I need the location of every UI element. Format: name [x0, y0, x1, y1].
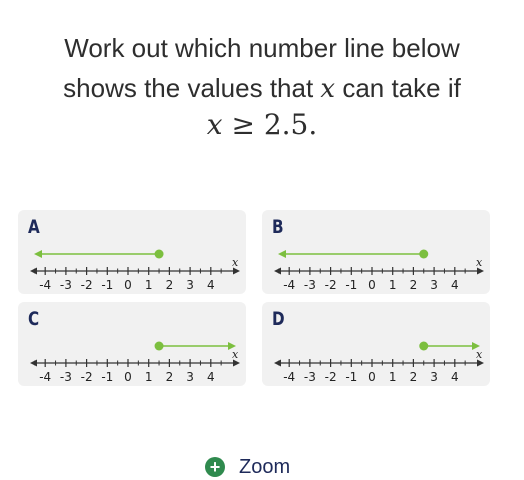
endpoint-dot	[155, 250, 164, 259]
tick-label: 2	[409, 278, 418, 292]
option-letter: B	[272, 216, 284, 238]
question-variable: x	[320, 74, 336, 104]
option-b-card[interactable]	[262, 210, 490, 294]
axis-arrow-left	[274, 268, 281, 275]
endpoint-dot	[419, 250, 428, 259]
tick-label: 3	[430, 370, 438, 384]
tick-label: 0	[124, 370, 132, 384]
tick-label: -2	[80, 278, 93, 292]
tick-label: -1	[101, 370, 114, 384]
endpoint-dot	[155, 342, 164, 351]
endpoint-dot	[419, 342, 428, 351]
number-line	[262, 210, 490, 294]
tick-label: -2	[324, 370, 337, 384]
tick-label: 4	[450, 370, 459, 384]
plus-icon: +	[205, 457, 225, 477]
axis-arrow-left	[30, 268, 37, 275]
tick-label: -3	[59, 370, 72, 384]
inequality-value: 2.5.	[263, 108, 318, 141]
option-d-card[interactable]	[262, 302, 490, 386]
tick-label: 3	[186, 278, 194, 292]
option-c-card[interactable]	[18, 302, 246, 386]
axis-variable-label: x	[232, 256, 239, 269]
tick-label: -4	[39, 370, 52, 384]
question-text	[0, 28, 524, 109]
ray-arrowhead	[278, 250, 286, 258]
tick-label: 1	[388, 278, 397, 292]
tick-label: -1	[345, 278, 358, 292]
tick-label: 0	[368, 370, 376, 384]
tick-label: -1	[101, 278, 114, 292]
tick-label: -3	[303, 370, 316, 384]
option-letter: D	[272, 308, 285, 330]
number-line	[18, 302, 246, 386]
option-letter: C	[28, 308, 40, 330]
tick-label: 3	[186, 370, 194, 384]
axis-variable-label: x	[232, 348, 239, 361]
tick-label: 2	[165, 370, 174, 384]
option-a-card[interactable]	[18, 210, 246, 294]
tick-label: -3	[303, 278, 316, 292]
option-letter: A	[28, 216, 40, 238]
tick-label: -4	[39, 278, 52, 292]
inequality-symbol: ≥	[222, 108, 264, 141]
tick-label: 4	[206, 278, 215, 292]
question-line-2-end: can take if	[335, 73, 461, 103]
tick-label: 1	[144, 278, 153, 292]
tick-label: -1	[345, 370, 358, 384]
zoom-button[interactable]	[205, 454, 290, 480]
question-line-1: Work out which number line below	[64, 33, 460, 63]
tick-label: -2	[324, 278, 337, 292]
tick-label: 4	[450, 278, 459, 292]
tick-label: 4	[206, 370, 215, 384]
axis-variable-label: x	[476, 256, 483, 269]
tick-label: -4	[283, 278, 296, 292]
tick-label: -3	[59, 278, 72, 292]
question-line-2	[0, 68, 524, 109]
tick-label: 0	[124, 278, 132, 292]
axis-arrow-left	[274, 360, 281, 367]
axis-variable-label: x	[476, 348, 483, 361]
tick-label: 2	[409, 370, 418, 384]
number-line	[262, 302, 490, 386]
zoom-label: Zoom	[239, 455, 291, 478]
tick-label: 1	[388, 370, 397, 384]
tick-label: -4	[283, 370, 296, 384]
ray-arrowhead	[34, 250, 42, 258]
inequality	[0, 108, 524, 141]
axis-arrow-left	[30, 360, 37, 367]
tick-label: 3	[430, 278, 438, 292]
question-line-2-start: shows the values that	[63, 73, 321, 103]
tick-label: 2	[165, 278, 174, 292]
tick-label: -2	[80, 370, 93, 384]
number-line	[18, 210, 246, 294]
tick-label: 0	[368, 278, 376, 292]
inequality-variable: x	[206, 108, 223, 141]
tick-label: 1	[144, 370, 153, 384]
